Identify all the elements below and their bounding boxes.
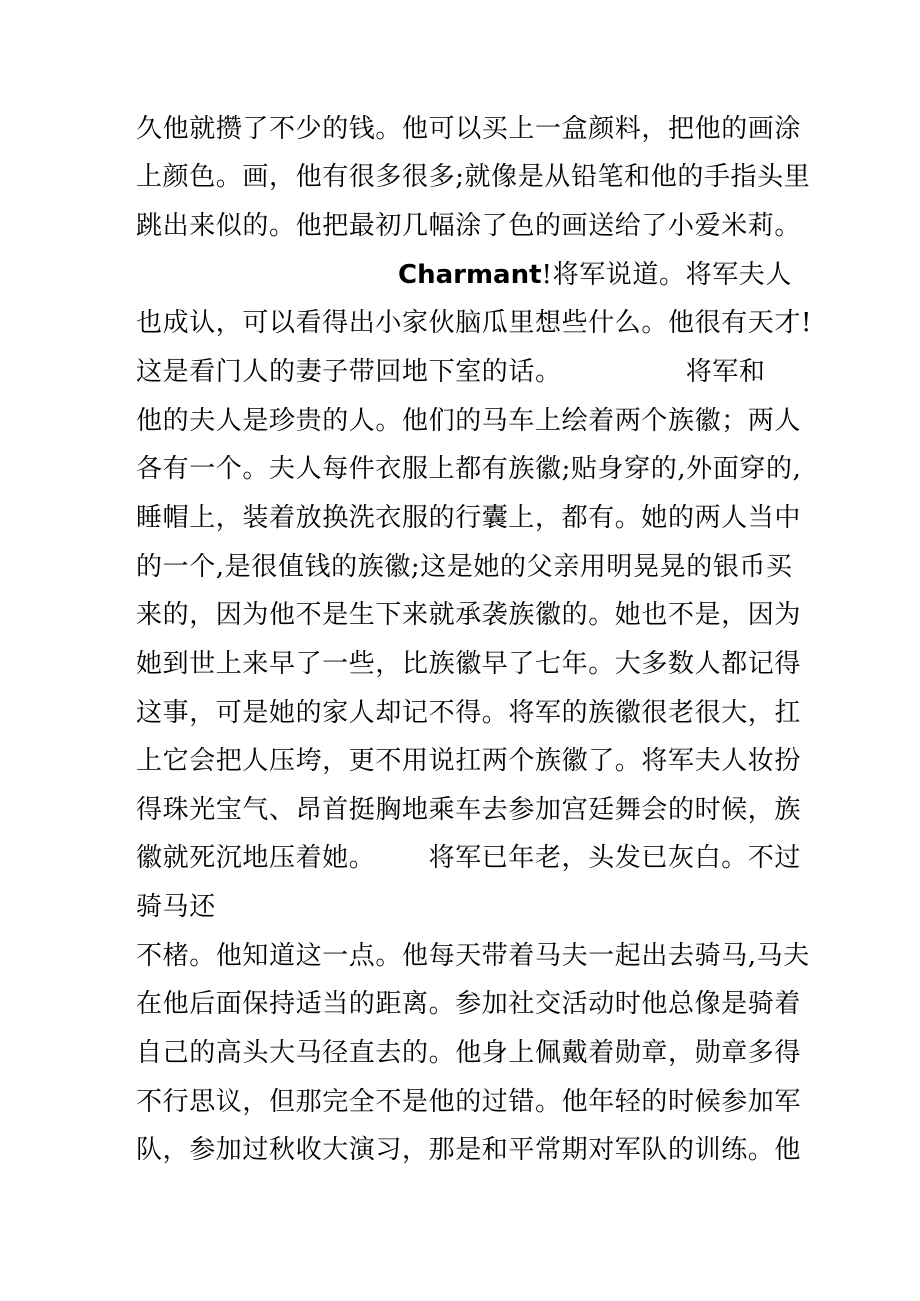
text-line: 他的夫人是珍贵的人。他们的马车上绘着两个族徽；两人 — [136, 406, 802, 436]
text-line: 跳出来似的。他把最初几幅涂了色的画送给了小爱米莉。 — [136, 211, 802, 241]
text-line: 久他就攒了不少的钱。他可以买上一盒颜料，把他的画涂 — [136, 114, 802, 144]
text-line: 自己的高头大马径直去的。他身上佩戴着勋章，勋章多得 — [136, 1038, 802, 1068]
text-line: 队，参加过秋收大演习，那是和平常期对军队的训练。他 — [136, 1135, 802, 1165]
text-line: 来的，因为他不是生下来就承袭族徽的。她也不是，因为 — [136, 600, 802, 630]
text-line: 她到世上来早了一些，比族徽早了七年。大多数人都记得 — [136, 649, 802, 679]
text-line: 也成认，可以看得出小家伙脑瓜里想些什么。他很有天才! — [136, 308, 813, 338]
text-line: 在他后面保持适当的距离。参加社交活动时他总像是骑着 — [136, 989, 802, 1019]
text-fragment: !将军说道。将军夫人 — [541, 260, 792, 290]
text-line: 上颜色。画，他有很多很多;就像是从铅笔和他的手指头里 — [136, 162, 811, 192]
text-line: 睡帽上，装着放换洗衣服的行囊上，都有。她的两人当中 — [136, 503, 802, 533]
text-line: 上它会把人压垮，更不用说扛两个族徽了。将军夫人妆扮 — [136, 746, 802, 776]
latin-word: Charmant — [398, 260, 542, 290]
text-line: 徽就死沉地压着她。 将军已年老，头发已灰白。不过 — [136, 843, 801, 873]
text-line: 这是看门人的妻子带回地下室的话。 将军和 — [136, 357, 766, 387]
text-line: 得珠光宝气、昂首挺胸地乘车去参加宫廷舞会的时候，族 — [136, 795, 802, 825]
text-line: 的一个,是很值钱的族徽;这是她的父亲用明晃晃的银币买 — [136, 552, 793, 582]
text-line: 这事，可是她的家人却记不得。将军的族徽很老很大，扛 — [136, 698, 802, 728]
text-line: 各有一个。夫人每件衣服上都有族徽;贴身穿的,外面穿的, — [136, 454, 802, 484]
text-line: 不楮。他知道这一点。他每天带着马夫一起出去骑马,马夫 — [136, 941, 810, 971]
text-line-with-latin — [398, 259, 818, 291]
text-line: 不行思议，但那完全不是他的过错。他年轻的时候参加军 — [136, 1087, 802, 1117]
text-line: 骑马还 — [136, 892, 216, 922]
